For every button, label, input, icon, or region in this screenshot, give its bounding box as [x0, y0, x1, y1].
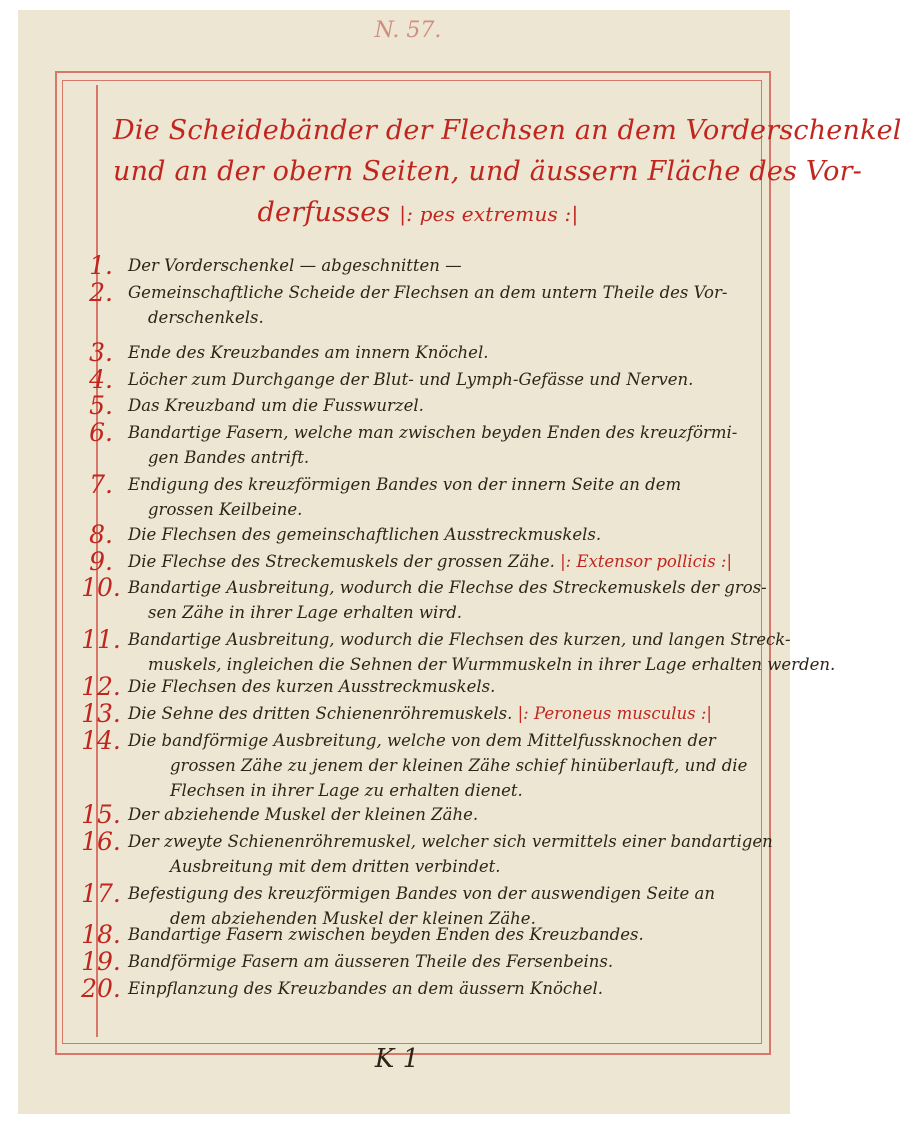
entry-line-text: sen Zähe in ihrer Lage erhalten wird.: [148, 603, 462, 622]
entry-text: [128, 976, 728, 1001]
entry-line-text: Ausbreitung mit dem dritten verbindet.: [170, 857, 501, 876]
entry-number: 19.: [81, 947, 121, 976]
entry-line: [128, 701, 728, 726]
entry-line: [128, 420, 738, 445]
entry-text: [128, 802, 728, 827]
entry-line-text: Die Flechsen des gemeinschaftlichen Ausstreckmuskels.: [128, 525, 602, 544]
entry-line-text: Endigung des kreuzförmigen Bandes von der innern Seite an dem: [128, 475, 682, 494]
entry-line: [128, 497, 728, 522]
entry-line: [128, 549, 733, 574]
title-latin: |: pes extremus :|: [399, 202, 579, 226]
manuscript-page: [18, 10, 902, 1114]
entry-number: 2.: [89, 278, 113, 307]
entry-text: [128, 549, 733, 574]
entry-line-text: Der abziehende Muskel der kleinen Zähe.: [128, 805, 479, 824]
entry-text: [128, 829, 773, 879]
entry-number: 16.: [81, 827, 121, 856]
signature-mark: K 1: [374, 1044, 420, 1074]
entry-number: 5.: [89, 391, 113, 420]
entry-line-text: Löcher zum Durchgange der Blut- und Lymph-Gefässe und Nerven.: [128, 370, 694, 389]
entry-line: [128, 305, 728, 330]
entry-text: [128, 367, 728, 392]
entry-line-text: Flechsen in ihrer Lage zu erhalten dienet.: [170, 781, 523, 800]
entry-number: 18.: [81, 920, 121, 949]
folio-number: N. 57.: [374, 18, 442, 43]
entry-number: 11.: [81, 625, 121, 654]
entry-line-text: Bandartige Fasern zwischen beyden Enden des Kreuzbandes.: [128, 925, 644, 944]
entry-text: [128, 701, 728, 726]
entry-number: 12.: [81, 672, 121, 701]
page-title: [113, 110, 902, 235]
entry-number: 13.: [81, 699, 121, 728]
entry-line-text: Die Flechsen des kurzen Ausstreckmuskels.: [128, 677, 496, 696]
entry-text: [128, 922, 728, 947]
entry-line-text: gen Bandes antrift.: [148, 448, 310, 467]
entry-line-text: Bandartige Ausbreitung, wodurch die Flechsen des kurzen, und langen Streck-: [128, 630, 791, 649]
entry-line: [128, 522, 728, 547]
entry-number: 15.: [81, 800, 121, 829]
entry-line: [128, 367, 728, 392]
entry-number: 7.: [89, 470, 113, 499]
entry-line-text: Der zweyte Schienenröhremuskel, welcher sich vermittels einer bandartigen: [128, 832, 773, 851]
entry-line: [128, 922, 728, 947]
title-line-1: Die Scheidebänder der Flechsen an dem Vorderschenkel: [113, 115, 902, 146]
entry-line-text: Einpflanzung des Kreuzbandes an dem äussern Knöchel.: [128, 979, 604, 998]
entry-line: [128, 253, 728, 278]
entry-line-text: derschenkels.: [148, 308, 264, 327]
entry-number: 6.: [89, 418, 113, 447]
entry-text: [128, 393, 728, 418]
entry-line: [128, 949, 728, 974]
entry-number: 3.: [89, 338, 113, 367]
entry-line: [128, 753, 748, 778]
title-line-3: derfusses: [257, 197, 391, 228]
entry-number: 10.: [81, 573, 121, 602]
entry-line: [128, 829, 773, 854]
entry-line: [128, 393, 728, 418]
entry-text: [128, 340, 728, 365]
entry-text: [128, 472, 728, 522]
entry-text: [128, 949, 728, 974]
entry-line: [128, 802, 728, 827]
entry-line-text: Der Vorderschenkel — abgeschnitten —: [128, 256, 462, 275]
entry-line: [128, 340, 728, 365]
entry-line: [128, 600, 728, 625]
entry-line-text: dem abziehenden Muskel der kleinen Zähe.: [170, 909, 536, 928]
entry-number: 20.: [81, 974, 121, 1003]
entry-number: 9.: [89, 547, 113, 576]
entry-line-text: grossen Keilbeine.: [148, 500, 303, 519]
entry-latin-name: |: Peroneus musculus :|: [517, 704, 712, 723]
entry-text: [128, 280, 728, 330]
entry-number: 8.: [89, 520, 113, 549]
entry-line: [128, 280, 728, 305]
entry-text: [128, 253, 728, 278]
entry-line: [128, 445, 728, 470]
entry-number: 1.: [89, 251, 113, 280]
entry-line-text: Gemeinschaftliche Scheide der Flechsen an dem untern Theile des Vor-: [128, 283, 728, 302]
entry-line: [128, 976, 728, 1001]
entry-line: [128, 881, 728, 906]
entry-text: [128, 627, 836, 677]
entry-line: [128, 627, 791, 652]
entry-text: [128, 420, 738, 470]
title-line-2: und an der obern Seiten, und äussern Fläche des Vor-: [113, 156, 862, 187]
entry-number: 17.: [81, 879, 121, 908]
entry-line: [128, 674, 728, 699]
entry-line: [128, 472, 728, 497]
entry-text: [128, 728, 748, 803]
entry-line: [128, 728, 728, 753]
entry-line-text: Das Kreuzband um die Fusswurzel.: [128, 396, 424, 415]
entry-line: [128, 854, 728, 879]
entry-latin-name: |: Extensor pollicis :|: [560, 552, 733, 571]
entry-line-text: Bandartige Ausbreitung, wodurch die Flechse des Streckemuskels der gros-: [128, 578, 767, 597]
entry-line: [128, 575, 767, 600]
entry-line-text: Die Flechse des Streckemuskels der grossen Zähe.: [128, 552, 555, 571]
entry-line-text: Die bandförmige Ausbreitung, welche von dem Mittelfussknochen der: [128, 731, 716, 750]
entry-line-text: Die Sehne des dritten Schienenröhremuskels.: [128, 704, 513, 723]
entry-text: [128, 575, 767, 625]
title-line-3-wrap: [113, 192, 723, 235]
entry-line-text: Ende des Kreuzbandes am innern Knöchel.: [128, 343, 489, 362]
entry-text: [128, 522, 728, 547]
entry-line-text: Bandförmige Fasern am äusseren Theile des Fersenbeins.: [128, 952, 614, 971]
entry-text: [128, 674, 728, 699]
entry-line: [128, 778, 728, 803]
entry-line-text: muskels, ingleichen die Sehnen der Wurmmuskeln in ihrer Lage erhalten werden.: [148, 655, 836, 674]
entry-line-text: Bandartige Fasern, welche man zwischen beyden Enden des kreuzförmi-: [128, 423, 738, 442]
entry-line-text: grossen Zähe zu jenem der kleinen Zähe schief hinüberlauft, und die: [170, 756, 748, 775]
entry-line-text: Befestigung des kreuzförmigen Bandes von der auswendigen Seite an: [128, 884, 715, 903]
entry-number: 4.: [89, 365, 113, 394]
entry-number: 14.: [81, 726, 121, 755]
